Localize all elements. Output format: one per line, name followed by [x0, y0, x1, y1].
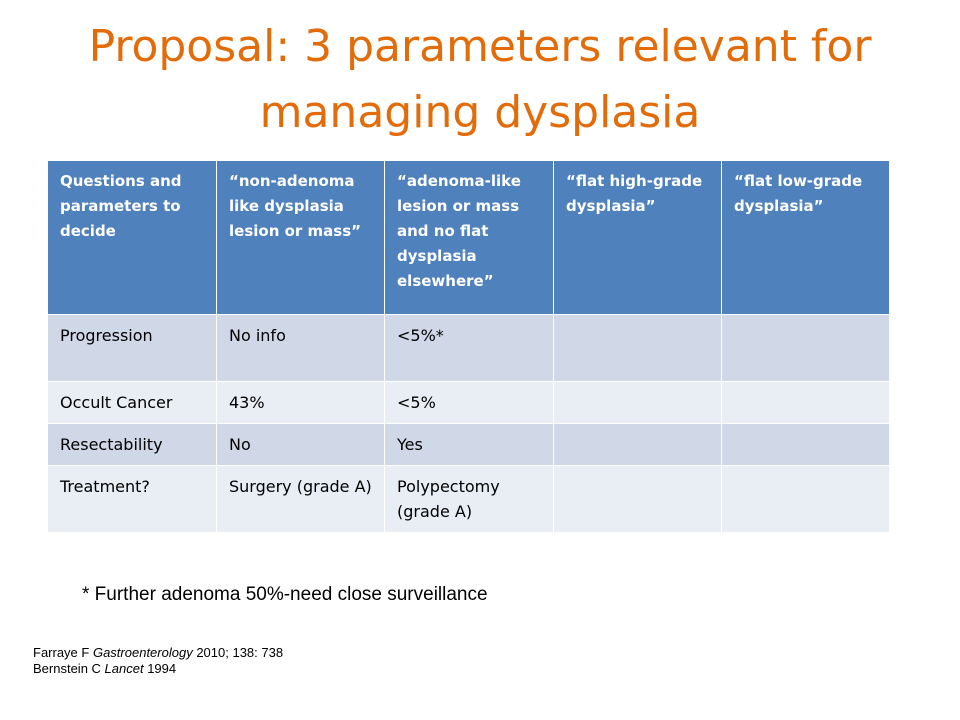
- table-row-occult-cancer: [48, 382, 890, 424]
- references: [33, 645, 283, 677]
- table-cell: <5%*: [385, 315, 554, 382]
- table-row-resectability: [48, 424, 890, 466]
- footnote: * Further adenoma 50%-need close surveillance: [82, 584, 488, 605]
- slide-title: [40, 14, 920, 146]
- table-cell: Treatment?: [48, 466, 217, 533]
- table-cell: [554, 424, 722, 466]
- table-cell: [554, 315, 722, 382]
- header-cell-parameters: Questions and parameters to decide: [48, 161, 217, 315]
- reference-details: 2010; 138: 738: [192, 645, 284, 660]
- reference-journal: Gastroenterology: [92, 645, 193, 660]
- table-row-treatment: [48, 466, 890, 533]
- table-header-row: [48, 161, 890, 315]
- header-cell-non-adenoma-like: “non-adenoma like dysplasia lesion or mass”: [217, 161, 385, 315]
- table-cell: Resectability: [48, 424, 217, 466]
- header-cell-flat-high-grade: “flat high-grade dysplasia”: [554, 161, 722, 315]
- table-cell: 43%: [217, 382, 385, 424]
- header-cell-adenoma-like: “adenoma-like lesion or mass and no flat dysplasia elsewhere”: [385, 161, 554, 315]
- slide-title-line-2: managing dysplasia: [259, 87, 701, 138]
- table-cell: Yes: [385, 424, 554, 466]
- table-cell: Occult Cancer: [48, 382, 217, 424]
- table-cell: [722, 466, 890, 533]
- table-cell: [554, 466, 722, 533]
- table-cell: Polypectomy (grade A): [385, 466, 554, 533]
- reference-details: 1994: [143, 661, 177, 676]
- reference-item: [33, 661, 283, 677]
- reference-journal: Lancet: [104, 661, 144, 676]
- table-cell: Surgery (grade A): [217, 466, 385, 533]
- table-cell: <5%: [385, 382, 554, 424]
- slide-title-line-1: Proposal: 3 parameters relevant for: [88, 21, 872, 72]
- table-cell: [554, 382, 722, 424]
- reference-author: Bernstein C: [33, 661, 105, 676]
- table-row-progression: [48, 315, 890, 382]
- reference-author: Farraye F: [33, 645, 93, 660]
- table-cell: No: [217, 424, 385, 466]
- table-cell: [722, 424, 890, 466]
- table-cell: Progression: [48, 315, 217, 382]
- table-cell: No info: [217, 315, 385, 382]
- header-cell-flat-low-grade: “flat low-grade dysplasia”: [722, 161, 890, 315]
- table-cell: [722, 382, 890, 424]
- reference-item: [33, 645, 283, 661]
- table-cell: [722, 315, 890, 382]
- dysplasia-parameters-table: [47, 160, 890, 533]
